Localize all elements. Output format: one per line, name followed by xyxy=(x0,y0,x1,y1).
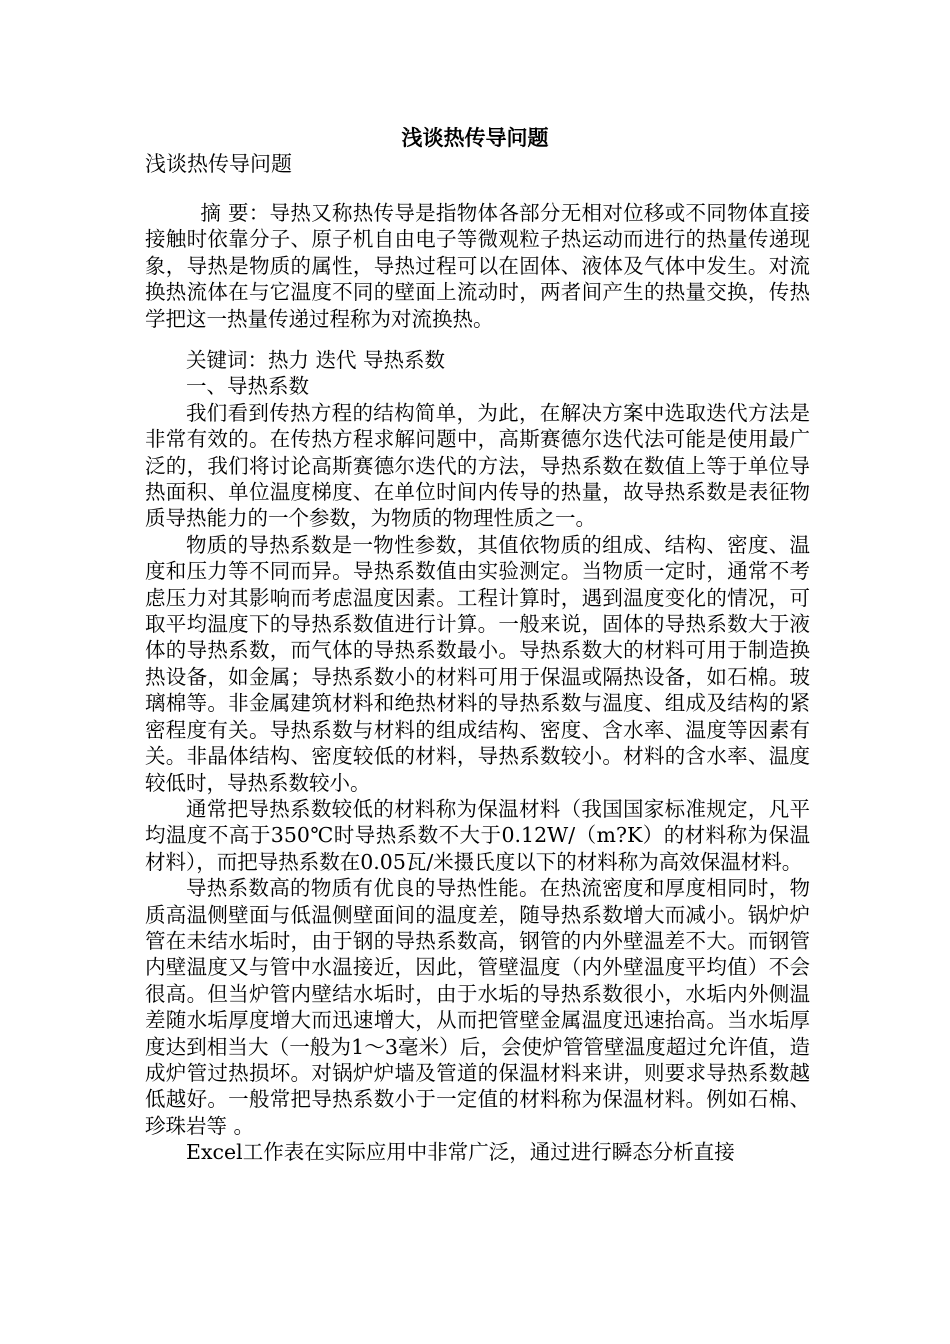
body-paragraph: 物质的导热系数是一物性参数，其值依物质的组成、结构、密度、温度和压力等不同而异。导热系数值由实验测定。当物质一定时，通常不考虑压力对其影响而考虑温度因素。工程计算时，遇到温度变化的情况，可取平均温度下的导热系数值进行计算。一般来说，固体的导热系数大于液体的导热系数，而气体的导热系数最小。导热系数大的材料可用于制造换热设备，如金属；导热系数小的材料可用于保温或隔热设备，如石棉。玻璃棉等。非金属建筑材料和绝热材料的导热系数与温度、组成及结构的紧密程度有关。导热系数与材料的组成结构、密度、含水率、温度等因素有关。非晶体结构、密度较低的材料，导热系数较小。材料的含水率、温度较低时，导热系数较小。 xyxy=(145,532,810,795)
abstract-paragraph: 摘 要：导热又称热传导是指物体各部分无相对位移或不同物体直接接触时依靠分子、原子机自由电子等微观粒子热运动而进行的热量传递现象，导热是物质的属性，导热过程可以在固体、液体及气体中发生。对流换热流体在与它温度不同的壁面上流动时，两者间产生的热量交换，传热学把这一热量传递过程称为对流换热。 xyxy=(145,201,810,331)
body-paragraph: 导热系数高的物质有优良的导热性能。在热流密度和厚度相同时，物质高温侧壁面与低温侧壁面间的温度差，随导热系数增大而减小。锅炉炉管在未结水垢时，由于钢的导热系数高，钢管的内外壁温差不大。而钢管内壁温度又与管中水温接近，因此，管壁温度（内外壁温度平均值）不会很高。但当炉管内壁结水垢时，由于水垢的导热系数很小，水垢内外侧温差随水垢厚度增大而迅速增大，从而把管壁金属温度迅速抬高。当水垢厚度达到相当大（一般为1～3毫米）后，会使炉管管壁温度超过允许值，造成炉管过热损坏。对锅炉炉墙及管道的保温材料来讲，则要求导热系数越低越好。一般常把导热系数小于一定值的材料称为保温材料。例如石棉、珍珠岩等 。 xyxy=(145,876,810,1138)
document-body xyxy=(145,347,810,1166)
document-subtitle: 浅谈热传导问题 xyxy=(145,152,292,176)
document-title: 浅谈热传导问题 xyxy=(401,125,549,150)
body-paragraph: 我们看到传热方程的结构简单，为此，在解决方案中选取迭代方法是非常有效的。在传热方程求解问题中，高斯赛德尔迭代法可能是使用最广泛的，我们将讨论高斯赛德尔迭代的方法，导热系数在数值上等于单位导热面积、单位温度梯度、在单位时间内传导的热量，故导热系数是表征物质导热能力的一个参数，为物质的物理性质之一。 xyxy=(145,400,810,531)
keywords-line: 关键词：热力 迭代 导热系数 xyxy=(186,348,446,372)
body-paragraph: 通常把导热系数较低的材料称为保温材料（我国国家标准规定，凡平均温度不高于350℃时导热系数不大于0.12W/（m?K）的材料称为保温材料），而把导热系数在0.05瓦/米摄氏度以下的材料称为高效保温材料。 xyxy=(145,796,810,874)
section-heading: 一、导热系数 xyxy=(186,374,309,399)
body-paragraph: Excel工作表在实际应用中非常广泛，通过进行瞬态分析直接 xyxy=(186,1140,735,1165)
